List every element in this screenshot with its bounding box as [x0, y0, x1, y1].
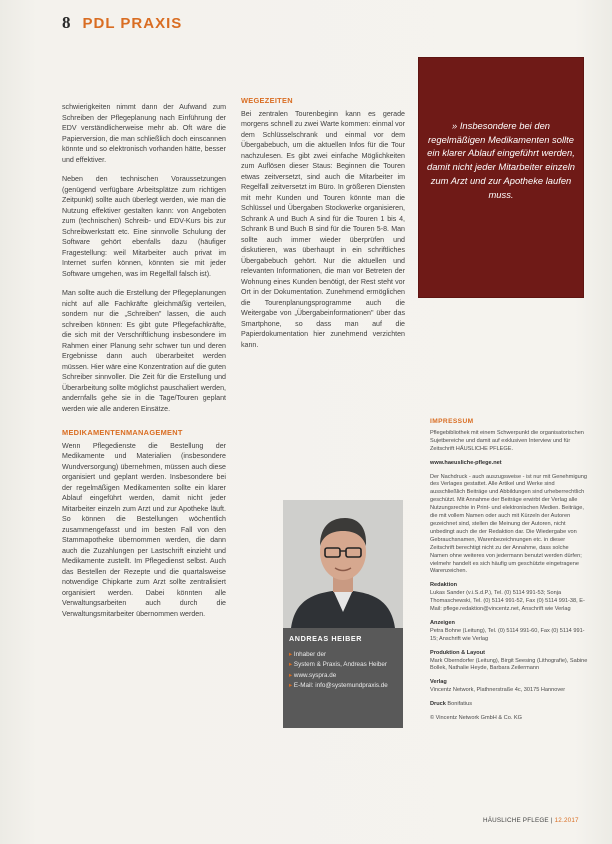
subheading-medication: MEDIKAMENTENMANAGEMENT: [62, 428, 183, 437]
author-website-link[interactable]: ▸ www.syspra.de: [289, 671, 388, 681]
impressum-text: Petra Bohne (Leitung), Tel. (0) 5114 991-60, Fax (0) 5114 991-15; Anschrift wie Verlag: [430, 627, 585, 642]
author-box: [283, 628, 403, 728]
impressum-section: [430, 650, 588, 674]
impressum-text: Lukas Sander (v.i.S.d.P.), Tel. (0) 5114 991-53; Sonja Thomaschewski, Tel. (0) 5114 991-52, Fax (0) 5114 991-38, E-Mail: pflege.redaktion@vincentz.net, Anschrift wie Verlag: [430, 590, 585, 613]
author-photo: [283, 500, 403, 628]
body-paragraph: schwierigkeiten nimmt dann der Aufwand zum Schreiben der Pflegeplanung nach Einführung der EDV verständlicherweise mehr ab. Oft wäre die Papierversion, die man schließlich doch einscannen könnte und so elektronisch vorhanden hätte, besser und effektiver.: [62, 103, 226, 164]
impressum-section: [430, 701, 588, 709]
section-title: PDL PRAXIS: [82, 15, 183, 32]
impressum-section: [430, 620, 588, 644]
author-detail: ▸ Inhaber der: [289, 650, 388, 660]
body-paragraph: Neben den technischen Voraussetzungen (genügend verfügbare Arbeitsplätze zum richtigen Zeitpunkt) sollte auch überlegt werden, wie man die Nutzung effektiver gestalten kann: von Angeboten zum (technischen) Schreib- und EDV-Kurs bis zur Schreibwerkstatt etc. Eine sinnvolle Schulung der Software gehört ebenfalls dazu (häufiger Fragestellung: weil Mitarbeiter auch privat im Internet surfen können, könnten sie mit jeder Software umgehen, was im Regelfall falsch ist).: [62, 175, 226, 278]
impressum-section: [430, 679, 588, 695]
author-detail: ▸ System & Praxis, Andreas Heiber: [289, 660, 388, 670]
impressum-section: [430, 582, 588, 614]
author-name: ANDREAS HEIBER: [289, 634, 363, 643]
footer-issue: 12.2017: [554, 817, 579, 824]
page-header: [62, 13, 182, 33]
impressum-text: Vincentz Network, Plathnerstraße 4c, 30175 Hannover: [430, 687, 566, 694]
impressum-copyright: © Vincentz Network GmbH & Co. KG: [430, 715, 522, 722]
impressum-heading: IMPRESSUM: [430, 418, 474, 425]
body-paragraph: Bei zentralen Tourenbeginn kann es gerade morgens schnell zu zwei Warte kommen: einmal vor dem Schlüsselschrank und einmal vor dem Übergabebuch, um die aktuellen Infos für die Tour nachzulesen. Es gibt zwei einfache Möglichkeiten zum Auflösen dieser Staus: Beginnen die Touren etwas zeitversetzt, sind auch die Mitarbeiter im Regelfall zeitversetzt im Büro. In größeren Diensten mit mehr Kunden und Touren könnte man die Schlüssel und Übergaben Stockwerke organisieren, Schrank A und Buch A sind für die Touren 1 bis 4, Schrank B und Buch B sind für die Touren 5-8. Man sollte auch immer wieder überprüfen und diskutieren, was überhaupt in ein schriftliches Übergabebuch gehört. Nur die aktuellen und relevanten Informationen, die man vor Betreten der Wohnung eines Kunden benötigt, der Rest steht vor Ort in der Dokumentation. Zunehmend ermöglichen die Tourenplanungsprogramme auch die Weitergabe von „Übergabeinformationen" über das Smartphone, so dass man auf die Papierdokumentation hier zunehmend verzichten kann.: [241, 109, 405, 349]
page-footer: HÄUSLICHE PFLEGE | 12.2017: [483, 817, 579, 824]
text-column-middle: [241, 96, 405, 359]
footer-magazine: HÄUSLICHE PFLEGE: [483, 817, 549, 824]
impressum-label: Anzeigen: [430, 619, 455, 626]
subheading-travel-times: WEGEZEITEN: [241, 96, 293, 105]
body-paragraph: Wenn Pflegedienste die Bestellung der Medikamente und Materialien (insbesondere Wundversorgung) übernehmen, müssen auch diese organisiert und geplant werden. Insbesondere bei der regelmäßigen Medikamenten sollte ein klarer Ablauf eingeführt werden, damit nicht jeder Mitarbeiter einzeln zum Arzt und zur Apotheke läuft. So können die Bestellungen wöchentlich zusammengefasst und im besten Fall von den Stammapotheke übernommen werden, die dann auch die Zuzahlungen per Lastschrift einzieht und Medikamente zustellt. Im Pflegedienst selbst. Auch das Bestellen der Rezepte und die quartalsweise notwendige Chipkarte zum Arzt sollte zentralisiert organisiert werden. Dabei könnten alle Verwaltungsarbeiten auch durch die Verwaltungsmitarbeiter übernommen werden.: [62, 441, 226, 618]
author-email-link[interactable]: ▸ E-Mail: info@systemundpraxis.de: [289, 681, 388, 691]
impressum-label: Produktion & Layout: [430, 649, 486, 656]
pull-quote-box: [418, 57, 584, 298]
impressum-label: Druck: [430, 701, 446, 708]
author-details: [289, 650, 388, 692]
impressum-intro: Pflegebibliothek mit einem Schwerpunkt die organisatorischen Sujetbereiche und damit auf exklusiven Interview und für Zeitschrift HÄUSLICHE PFLEGE.: [430, 429, 584, 452]
impressum-notice: Der Nachdruck - auch auszugsweise - ist nur mit Genehmigung des Verlages gestattet. Alle Artikel und Werke sind ausschließlich Beiträge und Abbildungen sind urheberrechtlich geschützt. Mit Annahme der Beiträge erwirbt der Verlag alle Nutzungsrechte in Print- und elektronischen Medien. Beiträge, die mit vollem Namen oder auch mit Kürzeln der Autoren gezeichnet sind, stellen die Meinung der Autoren, nicht unbedingt auch die der Redaktion dar. Die Wiedergabe von Gebrauchsnamen, Warenbezeichnungen etc. in dieser Zeitschrift berechtigt nicht zu der Annahme, dass solche Namen ohne weiteres von jedermann benutzt werden dürfen; vielmehr handelt es sich häufig um geschützte eingetragene Warenzeichen.: [430, 473, 588, 575]
text-column-left: [62, 102, 226, 628]
impressum-label: Redaktion: [430, 582, 458, 589]
impressum-website-link[interactable]: www.haeusliche-pflege.net: [430, 459, 502, 466]
impressum: [430, 418, 588, 729]
pull-quote-text: » Insbesondere bei den regelmäßigen Medikamenten sollte ein klarer Ablauf eingeführt werden, damit nicht jeder Mitarbeiter einzeln zum Arzt und zur Apotheke laufen muss.: [427, 120, 575, 200]
body-paragraph: Man sollte auch die Erstellung der Pflegeplanungen nicht auf alle Fachkräfte gleichmäßig verteilen, sondern nur die „Schreiben" lassen, die auch schreiben können: Es gibt gute Pflegefachkräfte, die sich mit der Verschriftlichung insbesondere im Rahmen einer Planung sehr schwer tun und deren Ergebnisse dann auch überarbeitet werden müssen. Hier wäre eine Konzentration auf die guten Schreiber sinnvoller. Die Zeit für die Erstellung und Überarbeitung sollte möglichst pauschaliert werden, andernfalls gehe sie in die Tage/Touren geplant werden wie alle anderen Einsätze.: [62, 289, 226, 413]
portrait-illustration: [283, 500, 403, 628]
page-number: 8: [62, 13, 71, 32]
impressum-text: Mark Oberndorfer (Leitung), Birgit Seesing (Lithografie), Sabine Bollek, Nathalie Heyde, Barbara Zeilermann: [430, 657, 588, 672]
impressum-text: Bonifatius: [447, 701, 472, 708]
impressum-label: Verlag: [430, 679, 447, 686]
